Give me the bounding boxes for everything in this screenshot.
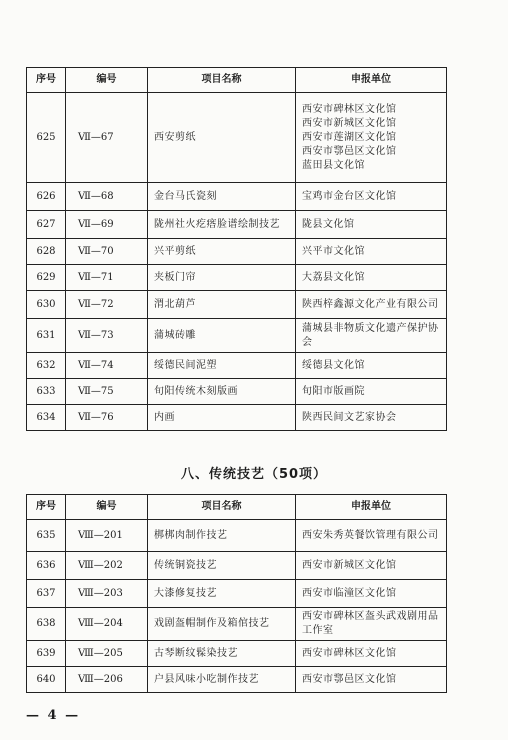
row-applicant-unit — [296, 608, 447, 641]
applicant-unit-line: 旬阳市版画院 — [302, 385, 365, 397]
row-seq: 632 — [27, 353, 66, 379]
row-seq: 634 — [27, 405, 66, 431]
row-seq: 628 — [27, 239, 66, 265]
table-row — [27, 667, 447, 693]
row-applicant-unit — [296, 291, 447, 319]
row-applicant-unit — [296, 379, 447, 405]
row-seq: 638 — [27, 608, 66, 641]
row-applicant-unit — [296, 183, 447, 211]
row-project-name: 蒲城砖雕 — [148, 319, 296, 353]
row-seq: 636 — [27, 552, 66, 580]
row-project-name: 夹板门帘 — [148, 265, 296, 291]
table-row — [27, 405, 447, 431]
applicant-unit-line: 西安市鄠邑区文化馆 — [302, 673, 397, 685]
row-project-name: 绥德民间泥塑 — [148, 353, 296, 379]
row-project-name: 梆梆肉制作技艺 — [148, 520, 296, 552]
table-row — [27, 93, 447, 183]
row-applicant-unit — [296, 211, 447, 239]
table-row — [27, 265, 447, 291]
table-row — [27, 211, 447, 239]
applicant-unit-line: 蓝田县文化馆 — [302, 159, 365, 171]
row-project-name: 古琴断纹髹染技艺 — [148, 641, 296, 667]
row-code: Ⅶ—72 — [66, 291, 148, 319]
heritage-table-traditional-craft — [26, 494, 447, 693]
applicant-unit-line: 西安市新城区文化馆 — [302, 559, 397, 571]
row-project-name: 陇州社火疙瘩脸谱绘制技艺 — [148, 211, 296, 239]
row-code: Ⅷ—201 — [66, 520, 148, 552]
header-code: 编号 — [66, 495, 148, 520]
applicant-unit-line: 陇县文化馆 — [302, 218, 355, 230]
applicant-unit-line: 西安市莲湖区文化馆 — [302, 131, 397, 143]
row-code: Ⅷ—203 — [66, 580, 148, 608]
row-applicant-unit — [296, 667, 447, 693]
table-row — [27, 239, 447, 265]
row-seq: 630 — [27, 291, 66, 319]
applicant-unit-line: 陕西梓鑫源文化产业有限公司 — [302, 298, 439, 310]
row-code: Ⅶ—75 — [66, 379, 148, 405]
applicant-unit-line: 西安市碑林区文化馆 — [302, 647, 397, 659]
header-name: 项目名称 — [148, 495, 296, 520]
applicant-unit-line: 陕西民间文艺家协会 — [302, 411, 397, 423]
row-project-name: 户县风味小吃制作技艺 — [148, 667, 296, 693]
row-code: Ⅶ—74 — [66, 353, 148, 379]
applicant-unit-line: 西安朱秀英餐饮管理有限公司 — [302, 529, 439, 541]
header-unit: 申报单位 — [296, 68, 447, 93]
row-applicant-unit — [296, 353, 447, 379]
row-code: Ⅶ—69 — [66, 211, 148, 239]
row-applicant-unit — [296, 552, 447, 580]
row-seq: 633 — [27, 379, 66, 405]
row-project-name: 渭北葫芦 — [148, 291, 296, 319]
row-project-name: 戏剧盔帽制作及箱倌技艺 — [148, 608, 296, 641]
row-project-name: 传统铜瓷技艺 — [148, 552, 296, 580]
row-applicant-unit — [296, 239, 447, 265]
row-project-name: 西安剪纸 — [148, 93, 296, 183]
row-project-name: 旬阳传统木刻版画 — [148, 379, 296, 405]
applicant-unit-line: 绥德县文化馆 — [302, 359, 365, 371]
row-applicant-unit — [296, 520, 447, 552]
applicant-unit-line: 西安市临潼区文化馆 — [302, 587, 397, 599]
applicant-unit-line: 宝鸡市金台区文化馆 — [302, 190, 397, 202]
heritage-table-folk-art — [26, 67, 447, 431]
applicant-unit-line: 大荔县文化馆 — [302, 271, 365, 283]
applicant-unit-line: 西安市碑林区盔头武戏剧用品工作室 — [302, 611, 439, 636]
row-seq: 637 — [27, 580, 66, 608]
table-row — [27, 291, 447, 319]
row-code: Ⅶ—73 — [66, 319, 148, 353]
table-row — [27, 319, 447, 353]
section-title: 八、传统技艺（50项） — [180, 467, 328, 482]
row-applicant-unit — [296, 405, 447, 431]
header-code: 编号 — [66, 68, 148, 93]
applicant-unit-line: 西安市新城区文化馆 — [302, 117, 397, 129]
applicant-unit-line: 西安市鄠邑区文化馆 — [302, 145, 397, 157]
table-row — [27, 379, 447, 405]
row-seq: 639 — [27, 641, 66, 667]
row-code: Ⅷ—206 — [66, 667, 148, 693]
header-unit: 申报单位 — [296, 495, 447, 520]
row-seq: 626 — [27, 183, 66, 211]
table-row — [27, 608, 447, 641]
row-applicant-unit — [296, 580, 447, 608]
row-applicant-unit — [296, 265, 447, 291]
page-number: — 4 — — [26, 708, 81, 723]
row-code: Ⅶ—67 — [66, 93, 148, 183]
row-seq: 625 — [27, 93, 66, 183]
row-applicant-unit — [296, 93, 447, 183]
row-code: Ⅶ—76 — [66, 405, 148, 431]
row-project-name: 内画 — [148, 405, 296, 431]
table-row — [27, 520, 447, 552]
row-project-name: 兴平剪纸 — [148, 239, 296, 265]
row-code: Ⅶ—70 — [66, 239, 148, 265]
applicant-unit-line: 蒲城县非物质文化遗产保护协会 — [302, 322, 439, 348]
row-code: Ⅶ—68 — [66, 183, 148, 211]
row-code: Ⅶ—71 — [66, 265, 148, 291]
row-project-name: 大漆修复技艺 — [148, 580, 296, 608]
row-seq: 627 — [27, 211, 66, 239]
row-seq: 629 — [27, 265, 66, 291]
table-row — [27, 552, 447, 580]
row-seq: 635 — [27, 520, 66, 552]
table-header-row — [27, 495, 447, 520]
applicant-unit-line: 兴平市文化馆 — [302, 245, 365, 257]
row-project-name: 金台马氏瓷刻 — [148, 183, 296, 211]
table-header-row — [27, 68, 447, 93]
row-seq: 640 — [27, 667, 66, 693]
row-code: Ⅷ—205 — [66, 641, 148, 667]
row-code: Ⅷ—204 — [66, 608, 148, 641]
row-applicant-unit — [296, 641, 447, 667]
table-row — [27, 353, 447, 379]
row-applicant-unit — [296, 319, 447, 353]
table-row — [27, 183, 447, 211]
header-name: 项目名称 — [148, 68, 296, 93]
applicant-unit-line: 西安市碑林区文化馆 — [302, 103, 397, 115]
table-row — [27, 641, 447, 667]
row-seq: 631 — [27, 319, 66, 353]
row-code: Ⅷ—202 — [66, 552, 148, 580]
header-seq: 序号 — [27, 495, 66, 520]
header-seq: 序号 — [27, 68, 66, 93]
table-row — [27, 580, 447, 608]
